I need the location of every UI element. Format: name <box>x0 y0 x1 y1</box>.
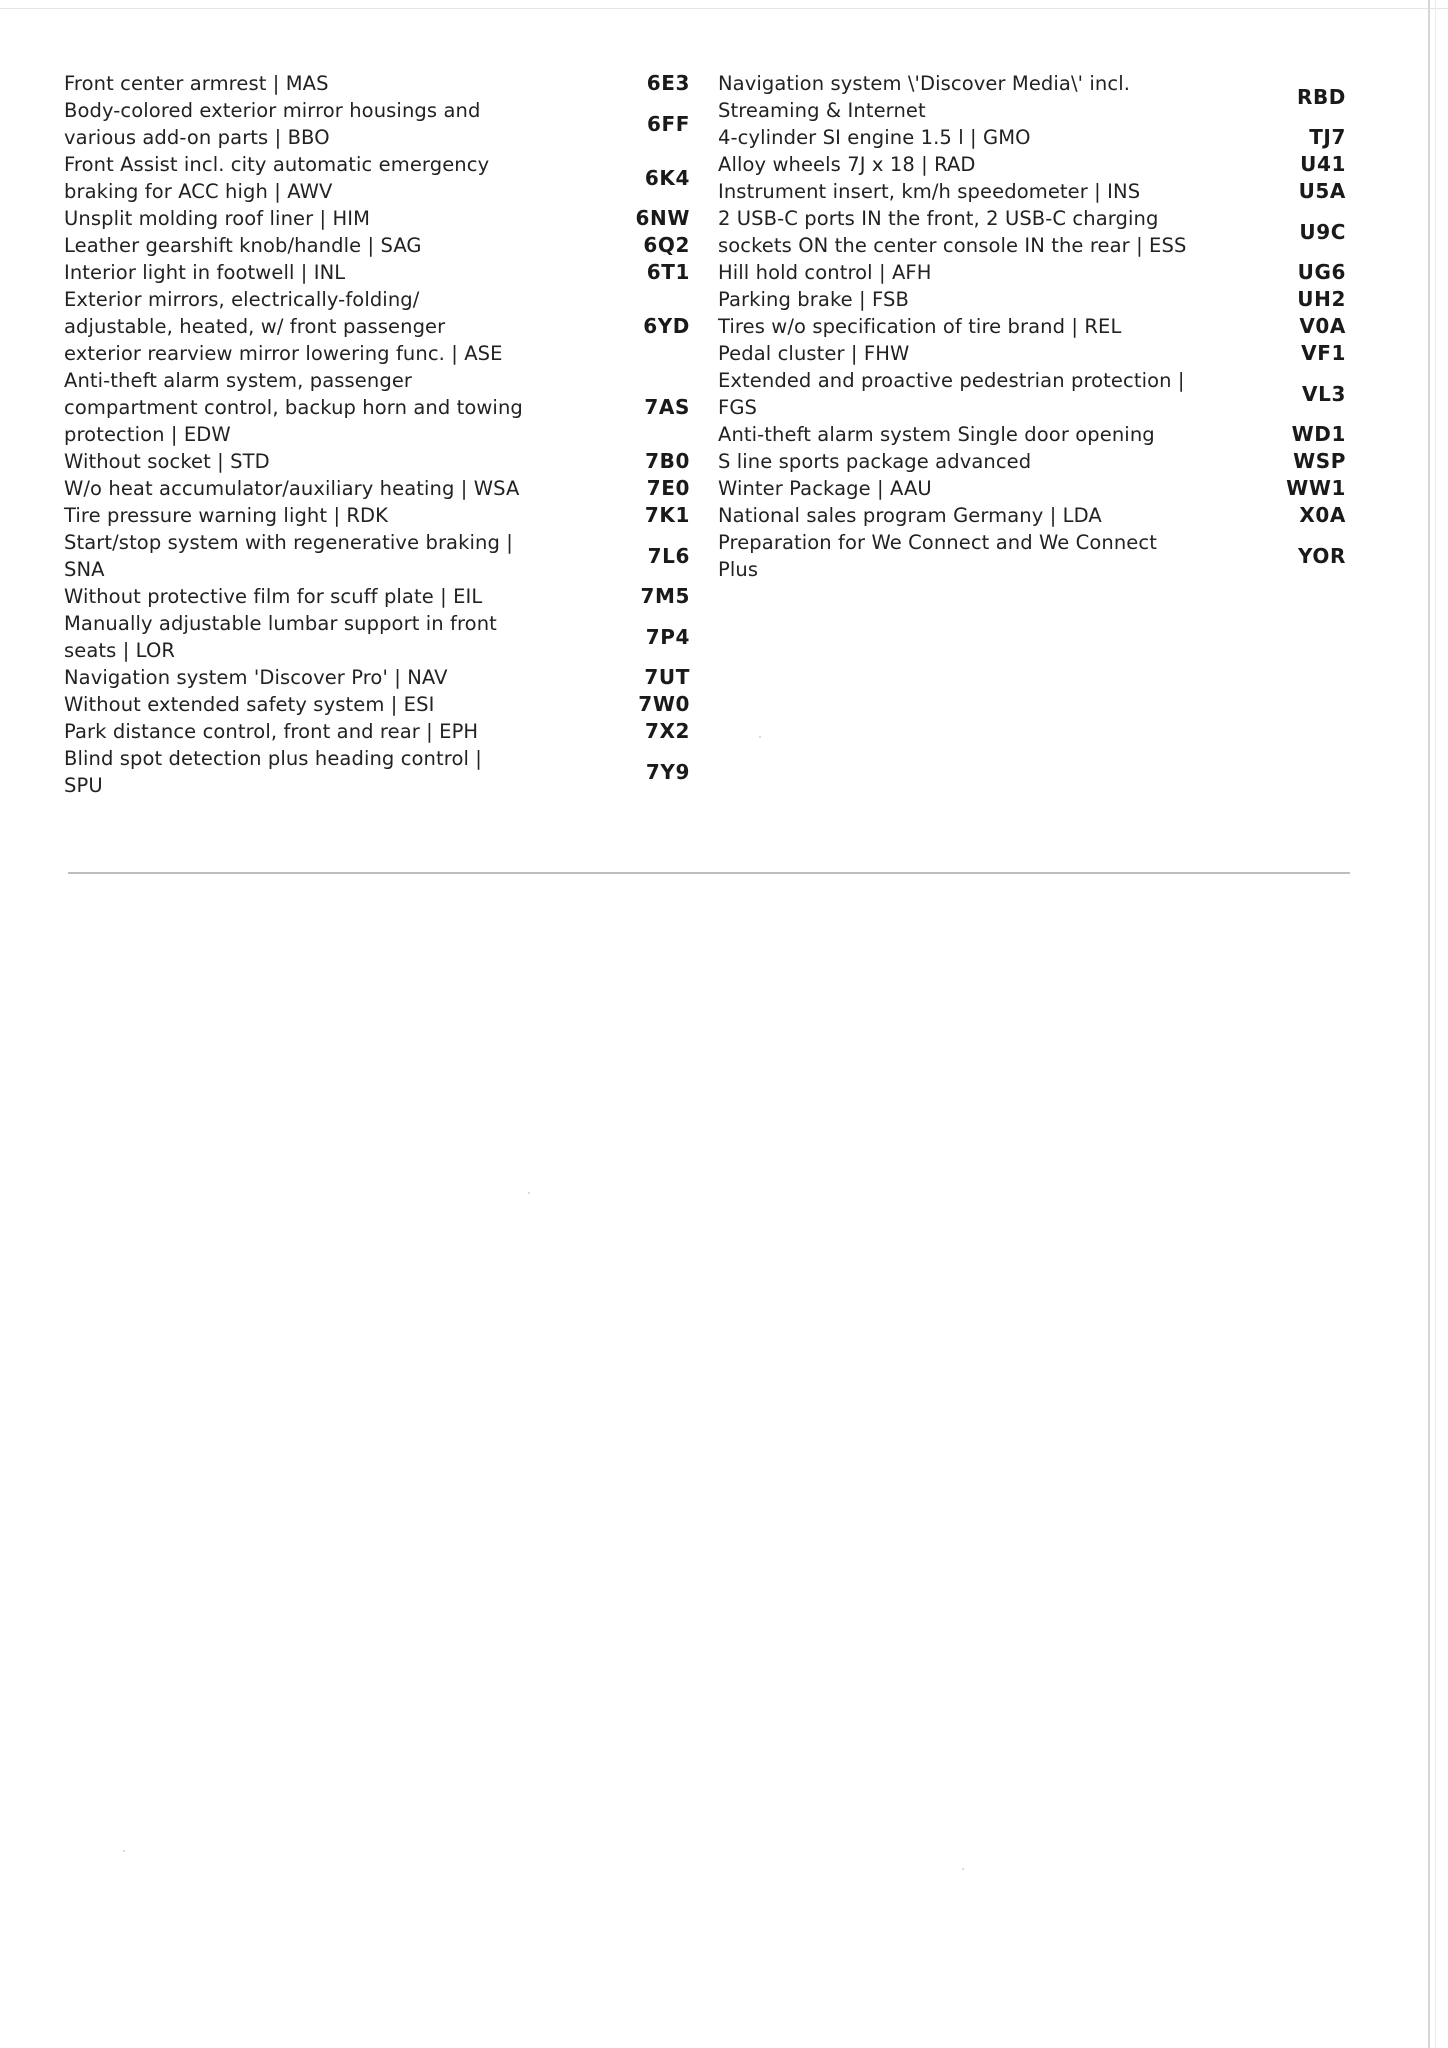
item-code: 6T1 <box>646 260 690 284</box>
list-item <box>64 502 690 529</box>
item-code: WSP <box>1293 449 1346 473</box>
item-code: UH2 <box>1297 287 1346 311</box>
item-code: TJ7 <box>1309 125 1346 149</box>
item-code: 7L6 <box>647 543 690 568</box>
item-description: National sales program Germany | LDA <box>718 504 1102 527</box>
item-description: Park distance control, front and rear | EPH <box>64 720 479 743</box>
item-description: Manually adjustable lumbar support in front seats | LOR <box>64 612 497 662</box>
item-description: Extended and proactive pedestrian protection | FGS <box>718 369 1185 419</box>
item-code: U41 <box>1300 152 1346 176</box>
item-description: Without socket | STD <box>64 450 270 473</box>
scan-edge-shadow <box>1428 0 1430 2048</box>
item-code: UG6 <box>1297 260 1346 284</box>
item-code: VL3 <box>1302 381 1346 406</box>
item-description: Navigation system \'Discover Media\' incl. Streaming & Internet <box>718 72 1131 122</box>
list-item <box>718 475 1346 502</box>
item-code: X0A <box>1299 503 1346 527</box>
list-item <box>718 367 1346 421</box>
item-description: Pedal cluster | FHW <box>718 342 910 365</box>
item-description: Without protective film for scuff plate | EIL <box>64 585 483 608</box>
list-item <box>64 70 690 97</box>
item-description: Alloy wheels 7J x 18 | RAD <box>718 153 976 176</box>
scan-edge-shadow-faint <box>1435 0 1436 2048</box>
item-code: 7UT <box>644 665 690 689</box>
list-item <box>64 205 690 232</box>
list-item <box>718 529 1346 583</box>
item-code: 6K4 <box>644 165 690 190</box>
item-description: 2 USB-C ports IN the front, 2 USB-C charging sockets ON the center console IN the rear | ESS <box>718 207 1187 257</box>
list-item <box>718 448 1346 475</box>
item-description: 4-cylinder SI engine 1.5 l | GMO <box>718 126 1031 149</box>
item-description: Tire pressure warning light | RDK <box>64 504 389 527</box>
list-item <box>718 313 1346 340</box>
list-item <box>718 340 1346 367</box>
item-code: WW1 <box>1286 476 1346 500</box>
item-description: Navigation system 'Discover Pro' | NAV <box>64 666 448 689</box>
item-code: 7K1 <box>644 503 690 527</box>
equipment-list-left <box>64 70 690 799</box>
list-item <box>64 583 690 610</box>
top-edge-line <box>0 8 1448 9</box>
item-description: Start/stop system with regenerative braking | SNA <box>64 531 513 581</box>
list-item <box>64 259 690 286</box>
item-description: W/o heat accumulator/auxiliary heating | WSA <box>64 477 520 500</box>
list-item <box>64 529 690 583</box>
item-description: Body-colored exterior mirror housings and various add-on parts | BBO <box>64 99 481 149</box>
item-code: 6Q2 <box>643 233 690 257</box>
item-code: 7M5 <box>640 584 690 608</box>
list-item <box>64 718 690 745</box>
item-code: 7AS <box>644 395 690 419</box>
item-description: Hill hold control | AFH <box>718 261 932 284</box>
item-code: 6FF <box>646 111 690 136</box>
list-item <box>64 97 690 151</box>
equipment-list-right <box>718 70 1346 583</box>
scan-speck <box>528 1192 530 1194</box>
scan-speck <box>962 1868 964 1870</box>
list-item <box>718 286 1346 313</box>
item-code: 7Y9 <box>645 759 690 784</box>
item-description: Front Assist incl. city automatic emergency braking for ACC high | AWV <box>64 153 490 203</box>
item-description: Tires w/o specification of tire brand | REL <box>718 315 1122 338</box>
item-description: Interior light in footwell | INL <box>64 261 346 284</box>
item-code: 6NW <box>635 206 690 230</box>
item-description: Without extended safety system | ESI <box>64 693 435 716</box>
list-item <box>64 691 690 718</box>
item-description: Leather gearshift knob/handle | SAG <box>64 234 422 257</box>
list-item <box>718 124 1346 151</box>
item-code: 7B0 <box>645 449 690 473</box>
item-code: 6YD <box>643 314 690 338</box>
list-item <box>64 448 690 475</box>
item-code: 7X2 <box>644 719 690 743</box>
item-code: V0A <box>1299 314 1346 338</box>
item-code: 6E3 <box>646 71 690 95</box>
item-description: S line sports package advanced <box>718 450 1032 473</box>
scan-speck <box>759 736 761 738</box>
list-item <box>718 205 1346 259</box>
item-code: VF1 <box>1301 341 1346 365</box>
scan-speck <box>123 1850 125 1852</box>
list-item <box>718 178 1346 205</box>
item-code: RBD <box>1296 84 1346 109</box>
list-item <box>718 502 1346 529</box>
item-code: 7P4 <box>645 624 690 649</box>
item-code: WD1 <box>1291 422 1346 446</box>
item-description: Front center armrest | MAS <box>64 72 329 95</box>
item-description: Exterior mirrors, electrically-folding/ adjustable, heated, w/ front passenger exterior rearview mirror lowering func. | ASE <box>64 288 503 365</box>
list-item <box>718 421 1346 448</box>
list-item <box>718 70 1346 124</box>
section-divider <box>68 872 1350 874</box>
item-description: Anti-theft alarm system, passenger compartment control, backup horn and towing protection | EDW <box>64 369 523 446</box>
item-description: Winter Package | AAU <box>718 477 932 500</box>
item-code: U5A <box>1298 179 1346 203</box>
list-item <box>64 475 690 502</box>
list-item <box>718 259 1346 286</box>
list-item <box>64 232 690 259</box>
list-item <box>64 367 690 448</box>
list-item <box>64 286 690 367</box>
list-item <box>64 151 690 205</box>
item-description: Anti-theft alarm system Single door opening <box>718 423 1155 446</box>
item-code: 7W0 <box>638 692 690 716</box>
list-item <box>64 745 690 799</box>
item-code: U9C <box>1299 219 1346 244</box>
item-description: Parking brake | FSB <box>718 288 909 311</box>
item-description: Instrument insert, km/h speedometer | INS <box>718 180 1141 203</box>
item-description: Preparation for We Connect and We Connect Plus <box>718 531 1157 581</box>
item-code: YOR <box>1298 543 1346 568</box>
item-description: Unsplit molding roof liner | HIM <box>64 207 371 230</box>
item-code: 7E0 <box>646 476 690 500</box>
list-item <box>64 610 690 664</box>
list-item <box>64 664 690 691</box>
list-item <box>718 151 1346 178</box>
item-description: Blind spot detection plus heading control | SPU <box>64 747 482 797</box>
